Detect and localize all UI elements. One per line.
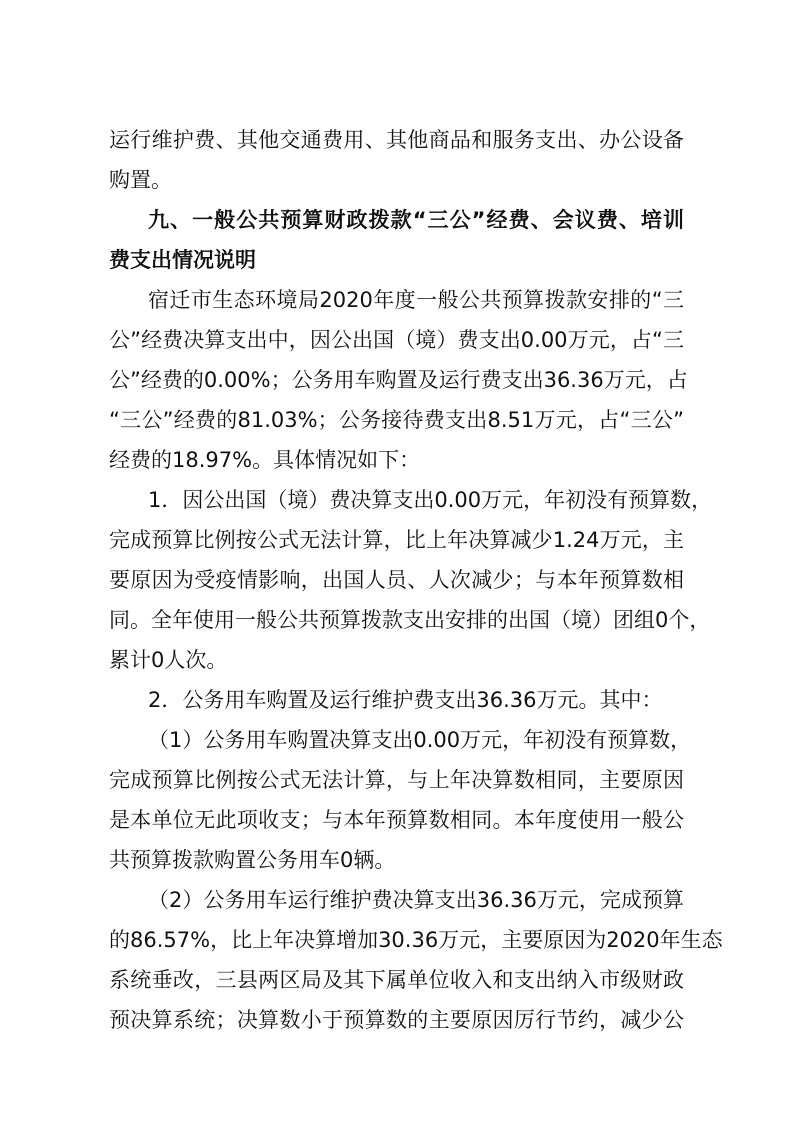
body-text-line: 的86.57%，比上年决算增加30.36万元，主要原因为2020年生态 <box>109 928 723 952</box>
body-text-line: 完成预算比例按公式无法计算，比上年决算减少1.24万元，主 <box>109 528 684 552</box>
body-text-line: 宿迁市生态环境局2020年度一般公共预算拨款安排的“三 <box>148 288 684 312</box>
body-text-line: 公”经费决算支出中，因公出国（境）费支出0.00万元，占“三 <box>109 328 684 352</box>
body-text-line: 要原因为受疫情影响，出国人员、人次减少；与本年预算数相 <box>109 568 684 592</box>
body-text-line: 系统垂改，三县两区局及其下属单位收入和支出纳入市级财政 <box>109 968 684 992</box>
body-text-line: 完成预算比例按公式无法计算，与上年决算数相同，主要原因 <box>109 768 684 792</box>
body-text-line: 2．公务用车购置及运行维护费支出36.36万元。其中： <box>148 688 663 712</box>
body-text-line: 经费的18.97%。具体情况如下： <box>109 448 421 472</box>
section-heading: 九、一般公共预算财政拨款“三公”经费、会议费、培训 <box>148 208 684 232</box>
section-heading: 费支出情况说明 <box>109 248 256 272</box>
body-text-line: 累计0人次。 <box>109 648 228 672</box>
body-text-line: 购置。 <box>109 168 172 192</box>
body-text-line: （2）公务用车运行维护费决算支出36.36万元，完成预算 <box>148 888 684 912</box>
body-text-line: 运行维护费、其他交通费用、其他商品和服务支出、办公设备 <box>109 128 684 152</box>
body-text-line: 同。全年使用一般公共预算拨款支出安排的出国（境）团组0个， <box>109 608 711 632</box>
body-text-line: 公”经费的0.00%；公务用车购置及运行费支出36.36万元，占 <box>109 368 688 392</box>
body-text-line: “三公”经费的81.03%；公务接待费支出8.51万元，占“三公” <box>109 408 684 432</box>
body-text-line: 预决算系统；决算数小于预算数的主要原因厉行节约，减少公 <box>109 1008 684 1032</box>
body-text-line: 是本单位无此项收支；与本年预算数相同。本年度使用一般公 <box>109 808 684 832</box>
body-text-line: （1）公务用车购置决算支出0.00万元，年初没有预算数， <box>148 728 692 752</box>
body-text-line: 1．因公出国（境）费决算支出0.00万元，年初没有预算数， <box>148 488 713 512</box>
body-text-line: 共预算拨款购置公务用车0辆。 <box>109 848 396 872</box>
